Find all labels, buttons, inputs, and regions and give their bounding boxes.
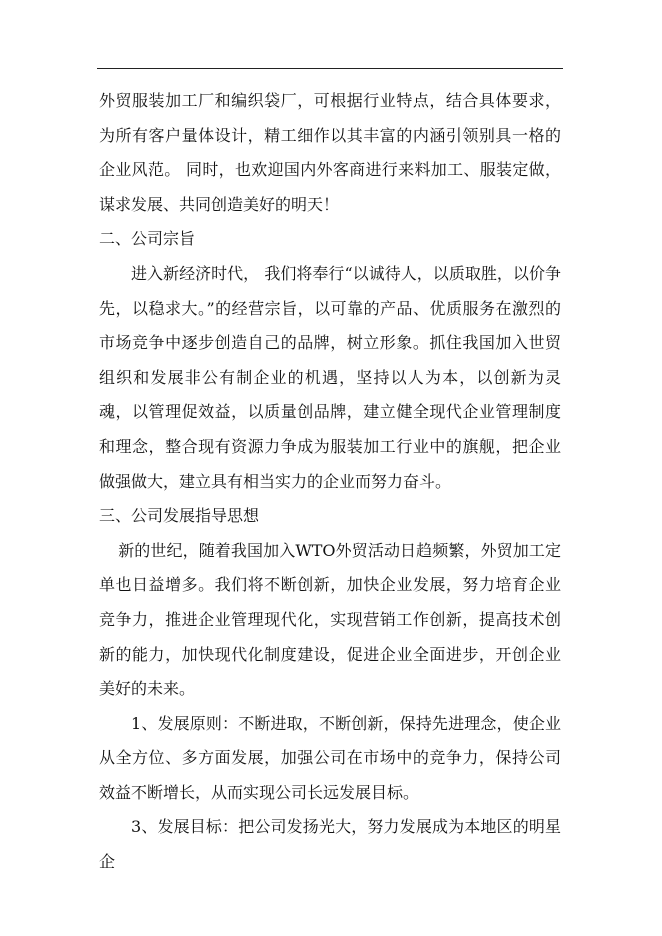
paragraph-development-goal: 3、发展目标：把公司发扬光大，努力发展成为本地区的明星企 bbox=[99, 817, 561, 872]
section-heading-guiding-ideology: 三、公司发展指导思想 bbox=[99, 506, 260, 526]
section-heading-purpose: 二、公司宗旨 bbox=[99, 229, 196, 249]
document-body bbox=[99, 84, 561, 880]
paragraph-intro-continued: 外贸服装加工厂和编织袋厂，可根据行业特点，结合具体要求，为所有客户量体设计，精工细作以其丰富的内涵引领别具一格的企业风范。 同时，也欢迎国内外客商进行来料加工、服装定做，谋求发展、共同创造美好的明天！ bbox=[99, 91, 561, 214]
paragraph-development-principle: 1、发展原则：不断进取，不断创新，保持先进理念，使企业从全方位、多方面发展，加强公司在市场中的竞争力，保持公司效益不断增长，从而实现公司长远发展目标。 bbox=[99, 713, 561, 802]
paragraph-purpose: 进入新经济时代， 我们将奉行“以诚待人，以质取胜，以价争先，以稳求大。”的经营宗旨，以可靠的产品、优质服务在激烈的市场竞争中逐步创造自己的品牌，树立形象。抓住我国加入世贸组织和发展非公有制企业的机遇，坚持以人为本，以创新为灵魂，以管理促效益，以质量创品牌，建立健全现代企业管理制度和理念，整合现有资源力争成为服装加工行业中的旗舰，把企业做强做大，建立具有相当实力的企业而努力奋斗。 bbox=[99, 263, 561, 491]
paragraph-guiding-ideology: 新的世纪，随着我国加入WTO外贸活动日趋频繁，外贸加工定单也日益增多。我们将不断创新，加快企业发展，努力培育企业竞争力，推进企业管理现代化，实现营销工作创新，提高技术创新的能力，加快现代化制度建设，促进企业全面进步，开创企业美好的未来。 bbox=[99, 540, 561, 699]
header-rule bbox=[97, 68, 563, 69]
